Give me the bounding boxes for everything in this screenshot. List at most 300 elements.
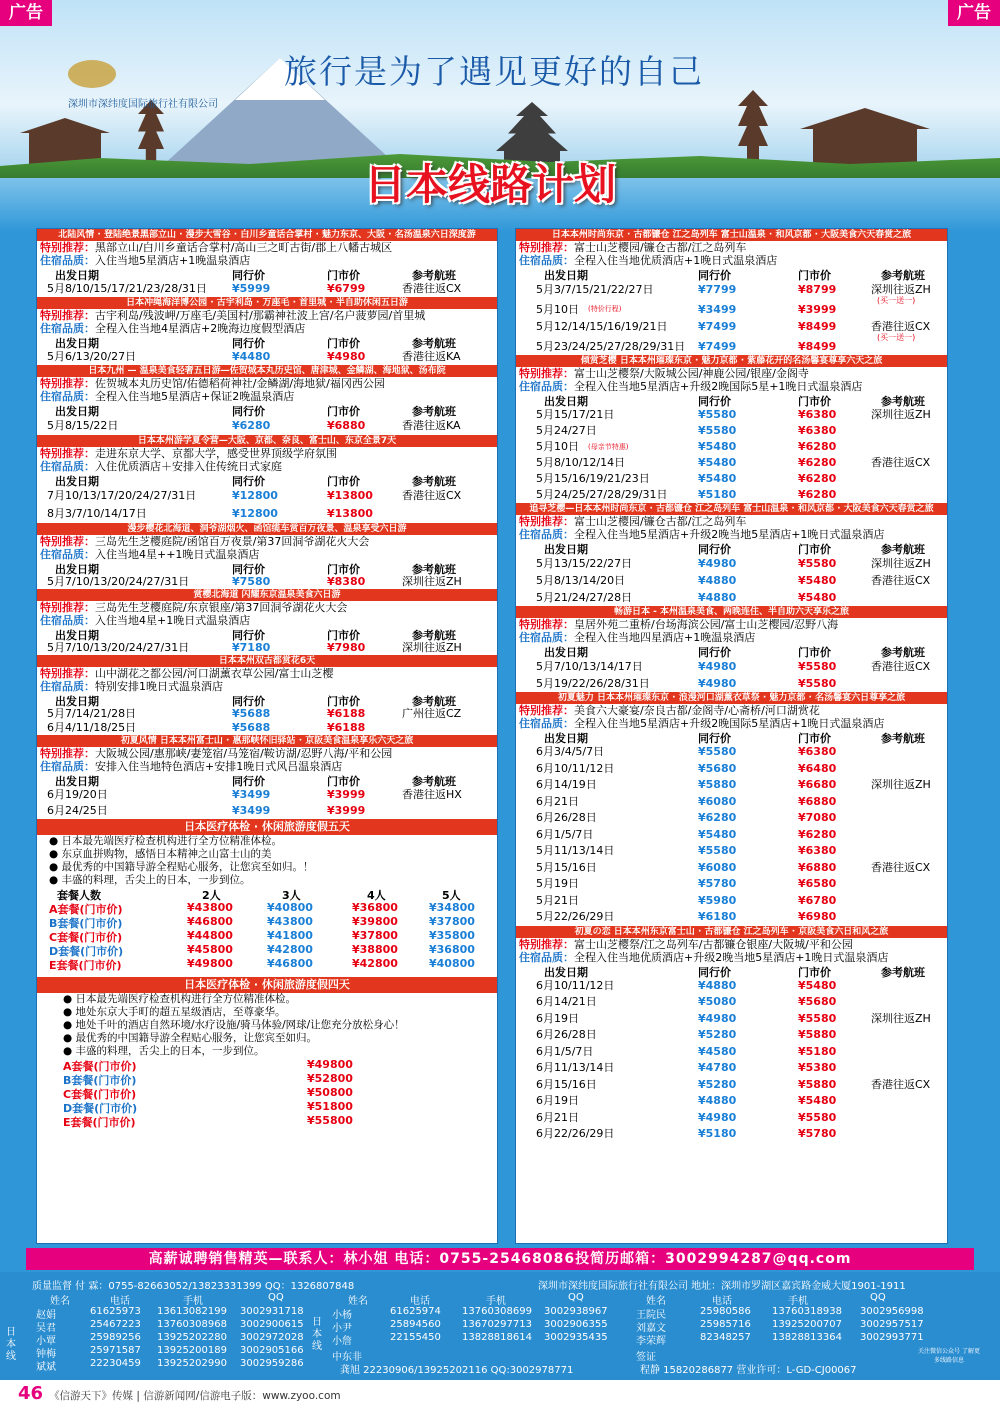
col-peer: 同行价 <box>698 269 731 282</box>
contact-cell: 赵娟 <box>36 1310 56 1321</box>
special-line <box>516 618 947 631</box>
lodging-line <box>37 760 497 773</box>
door-price: ¥6880 <box>798 794 837 808</box>
col-flight: 参考航班 <box>412 695 456 708</box>
col-door: 门市价 <box>798 269 831 282</box>
bullet-item <box>37 1006 497 1019</box>
col-flight: 参考航班 <box>412 475 456 488</box>
tour-header: 日本医疗体检 · 休闲旅游度假五天 <box>37 819 497 835</box>
door-price: ¥6880 <box>798 860 837 874</box>
date-cell: 5月21/24/27/28日 <box>536 591 633 604</box>
special-line <box>37 309 497 322</box>
lodging-text: 全程入住当地5星酒店+升级2晚当地5星酒店+1晚日式温泉酒店 <box>574 528 885 541</box>
lodging-line <box>516 254 947 267</box>
special-text: 富士山芝樱祭/大阪城公园/神鹿公园/银座/金阁寺 <box>574 367 809 380</box>
date-cell: 6月19日 <box>536 1011 579 1025</box>
door-price: ¥5580 <box>798 1110 837 1124</box>
bullet-dot: ● <box>49 861 62 873</box>
date-cell: 5月6/13/20/27日 <box>47 350 137 363</box>
package-price: ¥46800 <box>267 957 313 970</box>
table-row <box>37 707 497 721</box>
special-label: 特别推荐： <box>40 377 95 390</box>
special-line <box>37 447 497 460</box>
table-row <box>516 1044 947 1061</box>
package-name: C套餐(门市价) <box>49 931 123 944</box>
date-cell: 6月19/20日 <box>47 788 108 801</box>
date-cell: 5月15/17/21日 <box>536 408 615 421</box>
lodging-line <box>516 380 947 393</box>
bullet-item <box>37 1032 497 1045</box>
col-peer: 同行价 <box>698 395 731 408</box>
date-cell: 5月7/14/21/28日 <box>47 707 137 720</box>
tour-header: 漫步樱花北海道、洞爷湖烟火、函馆缆车赏百万夜景、温泉享受六日游 <box>37 523 497 535</box>
tour-header: 日本本州时尚东京 · 古都镰仓 江之岛列车 富士山温泉 · 和风京都 · 大阪美食六天春赏之旅 <box>516 229 947 241</box>
tour-section <box>37 435 497 523</box>
table-row <box>37 417 497 435</box>
door-price: ¥6380 <box>798 424 837 437</box>
peer-price: ¥4480 <box>232 350 271 363</box>
package-row <box>37 929 497 943</box>
table-header <box>37 693 497 707</box>
peer-price: ¥4980 <box>698 1011 737 1025</box>
col-flight: 参考航班 <box>412 405 456 418</box>
package-price: ¥40800 <box>429 957 475 970</box>
special-label: 特别推荐： <box>40 667 95 680</box>
table-row <box>516 407 947 423</box>
ad-label-right: 广告 <box>948 0 1000 26</box>
date-cell: 7月10/13/17/20/24/27/31日 <box>47 489 197 502</box>
date-cell: 5月8/15/22日 <box>47 419 119 432</box>
pagoda-right-graphic <box>738 90 768 170</box>
flight-cell: 香港往返KA <box>402 419 461 432</box>
col-door: 门市价 <box>327 269 360 282</box>
lodging-text: 入住当地4星+1晚日式温泉酒店 <box>95 614 251 627</box>
contact-cell: 13925202280 <box>157 1332 227 1343</box>
special-label: 特别推荐： <box>519 704 574 717</box>
bullet-item <box>37 835 497 848</box>
peer-price: ¥7799 <box>698 283 737 296</box>
peer-price: ¥5480 <box>698 827 737 841</box>
lodging-line <box>37 614 497 627</box>
col-date: 出发日期 <box>544 646 588 659</box>
lodging-text: 全程入住当地四星酒店+1晚温泉酒店 <box>574 631 756 644</box>
contact-cell: 13760318938 <box>772 1306 842 1317</box>
contact-col-header: 电话 <box>712 1296 732 1307</box>
peer-price: ¥5880 <box>698 778 737 791</box>
package-price: ¥49800 <box>307 1058 353 1071</box>
contact-cell: 25467223 <box>90 1319 141 1330</box>
contact-cell: 3002935435 <box>544 1332 608 1343</box>
special-text: 三岛先生芝樱庭院/函馆百万夜景/第37回洞爷湖花火大会 <box>95 535 370 548</box>
peer-price: ¥5180 <box>698 1127 737 1140</box>
col-door: 门市价 <box>327 405 360 418</box>
package-price: ¥37800 <box>429 915 475 928</box>
table-row <box>37 787 497 803</box>
contact-cell: 13613082199 <box>157 1306 227 1317</box>
footer <box>0 1380 1000 1408</box>
bullet-dot: ● <box>63 1019 76 1031</box>
special-text: 古宇利岛/残波岬/万座毛/美国村/那霸神社波上宫/名户菠萝园/首里城 <box>95 309 426 322</box>
table-row <box>516 487 947 503</box>
date-cell: 6月14/19日 <box>536 778 597 791</box>
package-price: ¥43800 <box>187 901 233 914</box>
group-label: 日本线 <box>312 1317 322 1352</box>
flight-cell: 香港往返CX <box>871 320 931 333</box>
flight-cell: 香港往返KA <box>402 350 461 363</box>
door-price: ¥8799 <box>798 283 837 296</box>
package-price: ¥44800 <box>187 929 233 942</box>
date-cell: 5月8/10/15/17/21/23/28/31日 <box>47 282 207 295</box>
contact-cell: 钟梅 <box>36 1349 56 1360</box>
peer-price: ¥5480 <box>698 440 737 453</box>
door-price: ¥5480 <box>798 978 837 992</box>
col-date: 出发日期 <box>55 629 99 642</box>
tour-header: 日本本州双古都赏花6天 <box>37 655 497 667</box>
table-row <box>516 281 947 305</box>
col-date: 出发日期 <box>55 405 99 418</box>
bullet-dot: ● <box>49 835 62 847</box>
date-cell: 6月1/5/7日 <box>536 1044 594 1058</box>
table-row <box>516 471 947 487</box>
bullet-text: 地处千叶的酒店自然环境/水疗设施/骑马体验/网球/让您充分放松身心！ <box>75 1019 405 1031</box>
door-price: ¥5580 <box>798 1011 837 1025</box>
contact-cell: 李荣辉 <box>636 1336 666 1347</box>
lodging-label: 住宿品质： <box>40 254 95 267</box>
contact-cell: 小詹 <box>332 1336 352 1347</box>
table-row <box>516 860 947 877</box>
door-price: ¥7980 <box>327 641 366 654</box>
contact-cell: 3002957517 <box>860 1319 924 1330</box>
package-row <box>37 915 497 929</box>
tour-section <box>37 655 497 735</box>
table-row <box>516 1093 947 1110</box>
flight-cell: 香港往返CX <box>871 574 931 587</box>
col-peer: 同行价 <box>698 646 731 659</box>
peer-price: ¥5280 <box>698 1028 737 1041</box>
special-text: 佐贺城本丸历史馆/佑德稻荷神社/金鳞湖/海地狱/福冈西公园 <box>95 377 385 390</box>
contact-cell: 25894560 <box>390 1319 441 1330</box>
table-row <box>516 1011 947 1028</box>
table-row <box>516 318 947 342</box>
package-name: E套餐(门市价) <box>49 959 122 972</box>
package-price: ¥41800 <box>267 929 313 942</box>
special-text: 富士山芝樱园/镰仓古都/江之岛列车 <box>574 515 747 528</box>
flight-cell: 香港往返CX <box>871 1077 931 1091</box>
tour-section <box>37 297 497 365</box>
door-price: ¥5580 <box>798 557 837 570</box>
flight-cell: 香港往返CX <box>871 660 931 673</box>
company-name-small: 深圳市深纬度国际旅行社有限公司 <box>68 99 218 110</box>
package-name: D套餐(门市价) <box>49 945 124 958</box>
lodging-line <box>516 951 947 964</box>
table-row <box>516 455 947 471</box>
promo-note: (买一送一) <box>877 296 916 305</box>
peer-price: ¥5980 <box>698 893 737 907</box>
lodging-label: 住宿品质： <box>40 460 95 473</box>
lodging-text: 入住当地4星++1晚日式温泉酒店 <box>95 548 260 561</box>
contact-cell: 小杨 <box>332 1310 352 1321</box>
table-header <box>516 393 947 407</box>
col-flight: 参考航班 <box>881 269 925 282</box>
package-price: ¥35800 <box>429 929 475 942</box>
package-price: ¥52800 <box>307 1072 353 1085</box>
col-peer: 同行价 <box>232 695 265 708</box>
col-date: 出发日期 <box>55 695 99 708</box>
date-cell: 6月21日 <box>536 794 579 808</box>
flight-cell: 香港往返CX <box>871 456 931 469</box>
special-line <box>516 367 947 380</box>
contact-col-header: 姓名 <box>50 1296 70 1307</box>
table-row <box>516 827 947 844</box>
table-row <box>516 909 947 926</box>
table-row <box>37 721 497 735</box>
date-cell: 6月19日 <box>536 1094 579 1107</box>
package-price: ¥50800 <box>307 1086 353 1099</box>
contact-cell: 小尹 <box>332 1323 352 1334</box>
lodging-text: 全程入住当地5星酒店+升级2晚国际5星+1晚日式温泉酒店 <box>574 380 863 393</box>
special-label: 特别推荐： <box>40 309 95 322</box>
peer-price: ¥5480 <box>698 456 737 469</box>
page-number: 46 <box>18 1383 44 1404</box>
peer-price: ¥5688 <box>232 707 271 720</box>
door-price: ¥6280 <box>798 827 837 841</box>
package-row <box>37 1100 497 1114</box>
bullet-dot: ● <box>63 1045 76 1057</box>
bullet-dot: ● <box>49 874 62 886</box>
bullet-dot: ● <box>63 1032 76 1044</box>
peer-price: ¥5280 <box>698 1077 737 1091</box>
peer-price: ¥4980 <box>698 660 737 673</box>
col-peer: 同行价 <box>698 732 731 745</box>
bullet-item <box>37 848 497 861</box>
special-line <box>516 515 947 528</box>
special-label: 特别推荐： <box>519 618 574 631</box>
table-row <box>516 761 947 778</box>
tour-header: 赏樱北海道 闪耀东京温泉美食六日游 <box>37 589 497 601</box>
door-price: ¥5580 <box>798 660 837 673</box>
table-row <box>37 281 497 297</box>
door-price: ¥5880 <box>798 1077 837 1091</box>
lodging-text: 全程入住当地5星酒店+保证2晚温泉酒店 <box>95 390 295 403</box>
peer-price: ¥5180 <box>698 488 737 501</box>
table-row <box>516 777 947 794</box>
contact-cell: 3002938967 <box>544 1306 608 1317</box>
table-row <box>37 349 497 365</box>
group-label: 中东非 <box>332 1352 362 1363</box>
door-price: ¥6380 <box>798 745 837 758</box>
contact-cell: 小覃 <box>36 1336 56 1347</box>
col-door: 门市价 <box>327 695 360 708</box>
door-price: ¥5480 <box>798 591 837 604</box>
lodging-line <box>37 390 497 403</box>
date-cell: 5月12/14/15/16/19/21日 <box>536 320 668 333</box>
contact-col-header: 姓名 <box>348 1296 368 1307</box>
peer-price: ¥3499 <box>232 788 271 801</box>
table-row <box>516 555 947 572</box>
date-cell: 6月1/5/7日 <box>536 827 594 841</box>
col-flight: 参考航班 <box>881 543 925 556</box>
lodging-line <box>37 548 497 561</box>
lodging-label: 住宿品质： <box>40 760 95 773</box>
persons-0: 2人 <box>202 889 221 902</box>
flight-cell: 广州往返CZ <box>402 707 462 720</box>
persons-3: 5人 <box>442 889 461 902</box>
lodging-label: 住宿品质： <box>519 528 574 541</box>
mideast-contact: 龚旭 22230906/13925202116 QQ:3002978771 <box>340 1365 574 1376</box>
tour-section <box>37 229 497 297</box>
date-cell: 5月19日 <box>536 877 579 890</box>
flight-cell: 深圳往返ZH <box>871 557 931 570</box>
table-header <box>37 773 497 787</box>
col-door: 门市价 <box>798 543 831 556</box>
bullet-text: 最优秀的中国籍导游全程贴心服务，让您宾至如归。 <box>75 1032 317 1044</box>
lodging-label: 住宿品质： <box>40 680 95 693</box>
table-row <box>37 575 497 589</box>
door-price: ¥6280 <box>798 440 837 453</box>
package-row <box>37 1058 497 1072</box>
date-cell: 6月11/13/14日 <box>536 1061 615 1074</box>
peer-price: ¥5780 <box>698 877 737 890</box>
door-price: ¥6980 <box>798 910 837 923</box>
package-price: ¥34800 <box>429 901 475 914</box>
package-name: C套餐(门市价) <box>63 1088 137 1101</box>
contact-cell: 25989256 <box>90 1332 141 1343</box>
date-cell: 5月22/26/29日 <box>536 910 615 923</box>
peer-price: ¥5480 <box>698 472 737 485</box>
peer-price: ¥3499 <box>698 303 737 316</box>
package-name: A套餐(门市价) <box>63 1060 137 1073</box>
bullet-item <box>37 1045 497 1058</box>
peer-price: ¥5580 <box>698 408 737 421</box>
package-title: 套餐人数 <box>57 889 101 902</box>
package-name: D套餐(门市价) <box>63 1102 138 1115</box>
special-line <box>37 241 497 254</box>
contact-cell: 吴君 <box>36 1323 56 1334</box>
door-price: ¥6680 <box>798 778 837 791</box>
tour-section <box>37 735 497 819</box>
tour-header: 倾赏芝樱 日本本州璀璨东京 · 魅力京都 · 紫藤花开的名汤馨宴尊享六天之旅 <box>516 355 947 367</box>
col-flight: 参考航班 <box>412 337 456 350</box>
special-line <box>37 377 497 390</box>
door-price: ¥3999 <box>798 303 837 316</box>
door-price: ¥5580 <box>798 677 837 690</box>
peer-price: ¥7580 <box>232 575 271 588</box>
package-price: ¥45800 <box>187 943 233 956</box>
door-price: ¥7080 <box>798 811 837 824</box>
flight-cell: 香港往返HX <box>402 788 462 801</box>
table-header <box>37 561 497 575</box>
door-price: ¥13800 <box>327 507 373 520</box>
door-price: ¥6188 <box>327 707 366 720</box>
door-price: ¥5780 <box>798 1127 837 1140</box>
col-date: 出发日期 <box>544 395 588 408</box>
bullet-text: 丰盛的料理，舌尖上的日本，一步到位。 <box>75 1045 265 1057</box>
table-row <box>37 487 497 505</box>
col-date: 出发日期 <box>55 269 99 282</box>
tour-header: 畅游日本 - 本州温泉美食、两晚连住、半自助六天享乐之旅 <box>516 606 947 618</box>
date-cell: 5月19/22/26/28/31日 <box>536 677 650 690</box>
door-price: ¥6188 <box>327 721 366 734</box>
peer-price: ¥4980 <box>698 557 737 570</box>
lodging-label: 住宿品质： <box>40 322 95 335</box>
date-cell: 5月10日 <box>536 303 579 316</box>
bullet-dot: ● <box>49 848 62 860</box>
col-door: 门市价 <box>798 646 831 659</box>
lodging-text: 全程入住当地优质酒店+1晚日式温泉酒店 <box>574 254 778 267</box>
table-row <box>516 893 947 910</box>
lodging-line <box>37 322 497 335</box>
table-header <box>37 403 497 417</box>
company-address: 深圳市深纬度国际旅行社有限公司 地址：深圳市罗湖区嘉宾路金威大厦1901-1911 <box>538 1281 906 1292</box>
promo-note: (买一送一) <box>877 333 916 342</box>
package-price: ¥43800 <box>267 915 313 928</box>
door-price: ¥6799 <box>327 282 366 295</box>
door-price: ¥6580 <box>798 877 837 890</box>
peer-price: ¥4980 <box>698 677 737 690</box>
peer-price: ¥12800 <box>232 489 278 502</box>
lodging-label: 住宿品质： <box>40 390 95 403</box>
flight-cell: 深圳往返ZH <box>871 283 931 296</box>
col-flight: 参考航班 <box>412 563 456 576</box>
contact-col-header: 电话 <box>410 1296 430 1307</box>
package-price: ¥37800 <box>352 929 398 942</box>
peer-price: ¥4780 <box>698 1061 737 1074</box>
contact-col-header: 手机 <box>183 1296 203 1307</box>
contact-cell: 3002972028 <box>240 1332 304 1343</box>
table-row <box>516 423 947 439</box>
tour-section <box>516 606 947 692</box>
qr-caption: 关注微信公众号 了解更多线路信息 <box>918 1348 980 1364</box>
tour-header: 日本医疗体检 · 休闲旅游度假四天 <box>37 977 497 993</box>
bullet-text: 日本最先端医疗检查机构进行全方位精准体检。 <box>61 835 282 847</box>
package-row <box>37 943 497 957</box>
special-line <box>516 938 947 951</box>
date-cell: 5月3/7/15/21/22/27日 <box>536 283 654 296</box>
col-date: 出发日期 <box>544 269 588 282</box>
lodging-line <box>516 528 947 541</box>
col-date: 出发日期 <box>55 337 99 350</box>
door-price: ¥8499 <box>798 340 837 353</box>
table-row <box>516 1110 947 1127</box>
table-row <box>516 658 947 675</box>
flight-cell: 香港往返CX <box>402 282 462 295</box>
special-label: 特别推荐： <box>40 601 95 614</box>
peer-price: ¥5688 <box>232 721 271 734</box>
door-price: ¥6280 <box>798 456 837 469</box>
table-row <box>37 641 497 655</box>
contact-cell: 25971587 <box>90 1345 141 1356</box>
date-cell: 5月8/10/12/14日 <box>536 456 626 469</box>
date-cell: 6月4/11/18/25日 <box>47 721 137 734</box>
col-flight: 参考航班 <box>881 965 925 979</box>
lodging-line <box>516 631 947 644</box>
visa-contact: 程静 15820286877 营业许可：L-GD-CJ00067 <box>640 1365 857 1376</box>
package-row <box>37 901 497 915</box>
peer-price: ¥6080 <box>698 794 737 808</box>
footer-text: 《信游天下》传媒 | 信游新闻网/信游电子版：www.zyoo.com <box>49 1390 341 1402</box>
peer-price: ¥7499 <box>698 340 737 353</box>
group-label: 日本线 <box>6 1327 16 1362</box>
package-name: E套餐(门市价) <box>63 1116 136 1129</box>
package-price: ¥55800 <box>307 1114 353 1127</box>
table-header <box>516 267 947 281</box>
col-peer: 同行价 <box>232 269 265 282</box>
package-price: ¥40800 <box>267 901 313 914</box>
special-line <box>37 747 497 760</box>
contact-cell: 13828813364 <box>772 1332 842 1343</box>
flight-cell: 香港往返CX <box>402 489 462 502</box>
contact-cell: 22230459 <box>90 1358 141 1369</box>
